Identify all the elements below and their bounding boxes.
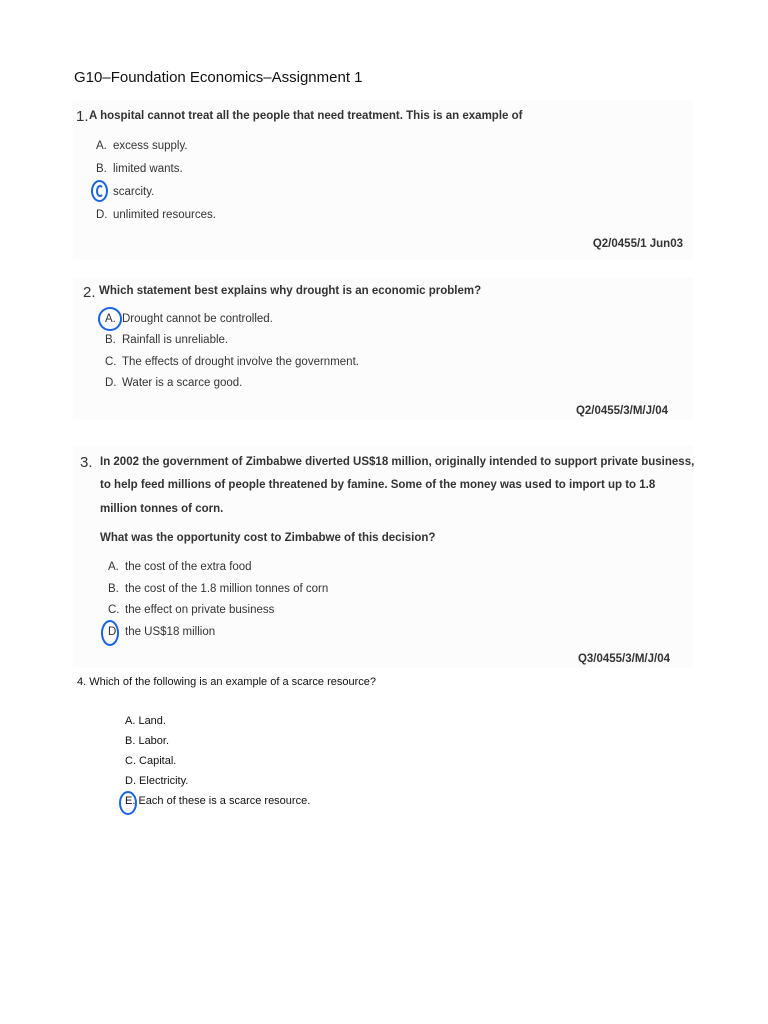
option-text: the US$18 million bbox=[125, 626, 216, 638]
option-a bbox=[105, 313, 273, 325]
question-3-block bbox=[73, 446, 693, 668]
option-text: the cost of the extra food bbox=[125, 561, 252, 573]
option-letter: A. bbox=[105, 313, 116, 325]
option-e: E. Each of these is a scarce resource. bbox=[125, 795, 311, 807]
option-c: C. Capital. bbox=[125, 755, 177, 767]
option-c bbox=[96, 186, 154, 198]
option-text: limited wants. bbox=[113, 163, 183, 175]
question-source: Q3/0455/3/M/J/04 bbox=[577, 653, 670, 665]
page-title: G10–Foundation Economics–Assignment 1 bbox=[74, 69, 363, 86]
option-b bbox=[105, 334, 228, 346]
option-d bbox=[96, 209, 216, 221]
option-text: scarcity. bbox=[113, 186, 155, 198]
option-text: the cost of the 1.8 million tonnes of corn bbox=[125, 583, 329, 595]
option-d bbox=[105, 377, 242, 389]
option-letter: D. bbox=[96, 209, 108, 221]
option-d: D. Electricity. bbox=[125, 775, 189, 787]
option-b bbox=[96, 163, 183, 175]
option-text: Water is a scarce good. bbox=[122, 377, 243, 389]
option-a bbox=[96, 140, 188, 152]
question-number: 3. bbox=[80, 454, 93, 471]
option-letter: B. bbox=[105, 334, 116, 346]
question-text-line-1: In 2002 the government of Zimbabwe diverted US$18 million, originally intended to support private business, bbox=[100, 456, 695, 468]
option-b bbox=[108, 583, 328, 595]
option-letter: B. bbox=[108, 583, 119, 595]
option-letter: D bbox=[108, 626, 117, 638]
option-letter: C. bbox=[108, 604, 120, 616]
question-1-block bbox=[73, 100, 693, 260]
option-letter: A. bbox=[96, 140, 107, 152]
option-letter: C. bbox=[105, 356, 117, 368]
question-text-line-2: to help feed millions of people threatened by famine. Some of the money was used to import up to 1.8 bbox=[100, 479, 656, 491]
question-text-line-3: million tonnes of corn. bbox=[100, 503, 224, 515]
question-2-block bbox=[73, 278, 693, 420]
option-letter: A. bbox=[108, 561, 119, 573]
option-text: unlimited resources. bbox=[113, 209, 216, 221]
question-source: Q2/0455/3/M/J/04 bbox=[575, 405, 668, 417]
option-c bbox=[105, 356, 359, 368]
option-c bbox=[108, 604, 274, 616]
question-number: 2. bbox=[83, 284, 96, 301]
question-prompt: What was the opportunity cost to Zimbabwe of this decision? bbox=[100, 532, 436, 544]
option-b: B. Labor. bbox=[125, 735, 170, 747]
option-text: the effect on private business bbox=[125, 604, 275, 616]
option-text: The effects of drought involve the government. bbox=[122, 356, 359, 368]
option-d bbox=[108, 626, 215, 638]
question-text: Which statement best explains why drought is an economic problem? bbox=[99, 285, 482, 297]
option-text: Rainfall is unreliable. bbox=[122, 334, 229, 346]
option-letter: D. bbox=[105, 377, 117, 389]
option-letter: B. bbox=[96, 163, 107, 175]
question-source: Q2/0455/1 Jun03 bbox=[592, 238, 683, 250]
handwritten-c-mark bbox=[96, 185, 104, 197]
option-a: A. Land. bbox=[125, 715, 166, 727]
question-text: A hospital cannot treat all the people that need treatment. This is an example of bbox=[89, 110, 523, 122]
option-text: excess supply. bbox=[113, 140, 188, 152]
option-text: Drought cannot be controlled. bbox=[122, 313, 273, 325]
option-a bbox=[108, 561, 252, 573]
question-4-text: 4. Which of the following is an example of a scarce resource? bbox=[77, 676, 376, 688]
question-number: 1. bbox=[76, 108, 89, 125]
